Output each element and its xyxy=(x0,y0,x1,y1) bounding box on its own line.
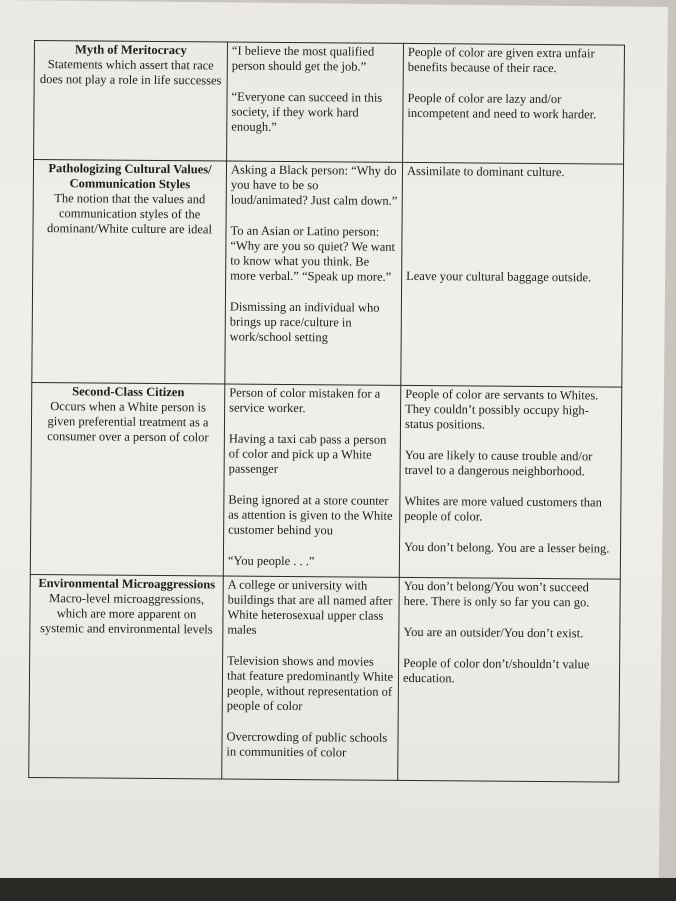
example-item: A college or university with buildings that are all named after White heterosexual upper class males xyxy=(227,577,393,637)
theme-cell xyxy=(32,160,227,385)
messages-cell xyxy=(401,162,624,387)
example-item: Television shows and movies that feature predominantly White people, without representation of people of color xyxy=(226,653,394,714)
microaggressions-table xyxy=(28,40,625,783)
table-row xyxy=(32,160,624,388)
message-item: People of color are given extra unfair benefits because of their race. xyxy=(407,44,595,76)
example-item: To an Asian or Latino person: “Why are you so quiet? We want to know what you think. Be more verbal.” “Speak up more.” xyxy=(230,223,396,284)
example-item: “Everyone can succeed in this society, if they work hard enough.” xyxy=(231,89,383,134)
theme-title: Environmental Microaggressions xyxy=(38,576,216,592)
example-item: Dismissing an individual who brings up race/culture in work/school setting xyxy=(229,299,380,345)
theme-title: Myth of Meritocracy xyxy=(74,42,187,58)
floor-background xyxy=(0,878,676,901)
theme-cell xyxy=(29,574,224,779)
theme-title: Pathologizing Cultural Values/ Communication Styles xyxy=(48,161,212,192)
theme-cell xyxy=(30,382,225,576)
theme-title: Second-Class Citizen xyxy=(72,384,185,400)
example-item: Person of color mistaken for a service worker. xyxy=(229,385,381,416)
message-item: People of color don’t/shouldn’t value education. xyxy=(402,655,590,686)
theme-cell xyxy=(34,41,228,162)
example-item: Having a taxi cab pass a person of color and pick up a White passenger xyxy=(228,431,387,476)
example-item: Being ignored at a store counter as attention is given to the White customer behind you xyxy=(228,492,393,538)
examples-cell xyxy=(223,384,401,577)
message-item: Assimilate to dominant culture. xyxy=(406,163,565,180)
theme-description: Occurs when a White person is given preferential treatment as a consumer over a person of color xyxy=(47,399,209,445)
message-item: You don’t belong/You won’t succeed here. There is only so far you can go. xyxy=(403,578,590,610)
example-item: Asking a Black person: “Why do you have to be so loud/animated? Just calm down.” xyxy=(230,162,398,208)
example-item: “I believe the most qualified person should get the job.” xyxy=(231,43,375,74)
message-item: Whites are more valued customers than people of color. xyxy=(404,493,602,524)
theme-description: Macro-level microaggressions, which are more apparent on systemic and environmental levels xyxy=(40,591,213,637)
example-item: Overcrowding of public schools in communities of color xyxy=(226,729,388,760)
examples-cell xyxy=(225,161,403,385)
table-row xyxy=(34,41,625,165)
table-row xyxy=(30,382,621,579)
message-item: You don’t belong. You are a lesser being. xyxy=(403,539,610,556)
messages-cell xyxy=(399,385,622,579)
table-row xyxy=(29,574,621,782)
message-item: People of color are lazy and/or incompetent and need to work harder. xyxy=(407,90,597,122)
message-item: You are an outsider/You don’t exist. xyxy=(403,624,584,641)
message-item: Leave your cultural baggage outside. xyxy=(406,268,592,285)
examples-cell xyxy=(227,42,404,162)
theme-description: Statements which assert that race does not play a role in life successes xyxy=(39,57,222,88)
messages-cell xyxy=(398,577,621,782)
message-item: People of color are servants to Whites. They couldn’t possibly occupy high-status positions. xyxy=(404,386,599,432)
theme-description: The notion that the values and communication styles of the dominant/White culture are ideal xyxy=(47,191,213,237)
messages-cell xyxy=(403,43,625,164)
examples-cell xyxy=(222,576,400,780)
message-item: You are likely to cause trouble and/or travel to a dangerous neighborhood. xyxy=(404,447,593,479)
example-item: “You people . . .” xyxy=(227,553,315,569)
